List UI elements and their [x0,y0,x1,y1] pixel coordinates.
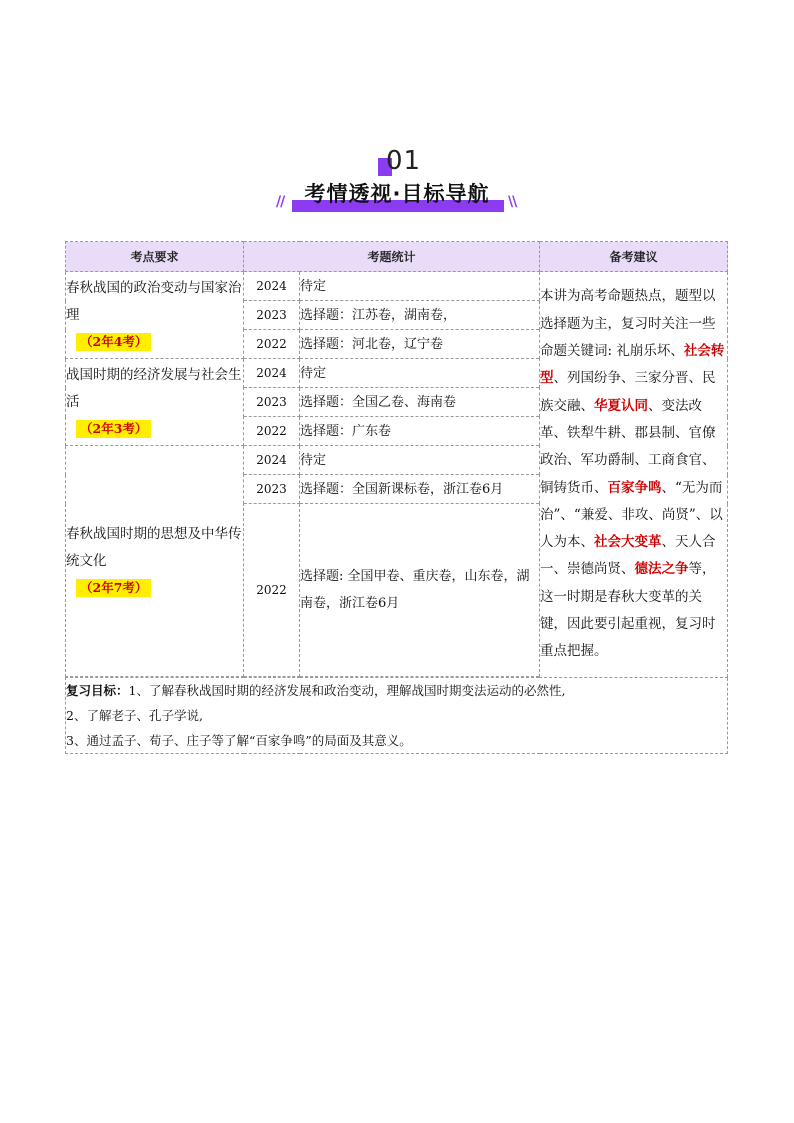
advice-text: 本讲为高考命题热点，题型以选择题为主，复习时关注一些命题关键词: 礼崩乐坏、 [540,288,716,360]
advice-cell [540,272,728,678]
exam-count-tag: （2年4考） [76,333,151,351]
exam-overview-table [65,241,728,754]
section-number-badge [378,148,428,180]
table-row [66,272,728,301]
year-cell: 2022 [244,330,300,359]
exam-cell: 选择题：全国乙卷、海南卷 [300,388,540,417]
advice-keyword: 德法之争 [634,561,689,578]
year-cell: 2023 [244,301,300,330]
header-statistics: 考题统计 [244,242,540,272]
goals-row [66,678,728,754]
table-header-row [66,242,728,272]
section-number: 01 [386,146,422,176]
review-goals-cell [66,678,728,754]
section-header [0,148,794,218]
advice-keyword: 社会大变革 [594,534,662,551]
advice-keyword: 百家争鸣 [607,479,662,496]
exam-cell: 选择题：全国新课标卷，浙江卷6月 [300,475,540,504]
exam-count-tag: （2年3考） [76,420,151,438]
topic-title: 春秋战国时期的思想及中华传统文化 [66,525,242,569]
goal-line-2: 2、了解老子、孔子学说, [66,708,203,723]
advice-keyword: 社会转型 [540,343,725,387]
topic-title: 春秋战国的政治变动与国家治理 [66,279,242,323]
advice-text: 、天人合一、崇德尚贤、 [540,534,716,578]
year-cell: 2022 [244,417,300,446]
right-slash-decoration: \\ [508,194,517,210]
advice-keyword: 华夏认同 [594,397,649,414]
exam-cell: 选择题: 全国甲卷、重庆卷，山东卷，湖南卷，浙江卷6月 [300,504,540,677]
topic-cell [66,359,244,446]
exam-cell: 待定 [300,446,540,475]
exam-count-tag: （2年7考） [76,579,151,597]
section-title: 考情透视·目标导航 [304,182,490,206]
year-cell: 2024 [244,446,300,475]
exam-cell: 选择题：广东卷 [300,417,540,446]
exam-cell: 选择题：江苏卷，湖南卷， [300,301,540,330]
year-cell: 2022 [244,504,300,677]
topic-title: 战国时期的经济发展与社会生活 [66,366,242,410]
goals-label: 复习目标： [66,683,129,698]
goal-line-1 [66,678,727,703]
exam-cell: 待定 [300,272,540,301]
advice-text: 、列国纷争、三家分晋、民族交融、 [540,370,716,414]
exam-cell: 待定 [300,359,540,388]
header-advice: 备考建议 [540,242,728,272]
exam-cell: 选择题：河北卷，辽宁卷 [300,330,540,359]
advice-text: 等，这一时期是春秋大变革的关键，因此要引起重视，复习时重点把握。 [540,561,716,660]
goal-line-3: 3、通过孟子、荀子、庄子等了解“百家争鸣”的局面及其意义。 [66,733,412,748]
goal-text: 1、了解春秋战国时期的经济发展和政治变动，理解战国时期变法运动的必然性, [128,683,566,698]
left-slash-decoration: // [276,194,285,210]
year-cell: 2024 [244,272,300,301]
topic-cell [66,446,244,677]
advice-text: 、变法改革、铁犁牛耕、郡县制、官僚政治、军功爵制、工商食官、铜铸货币、 [540,397,716,496]
year-cell: 2024 [244,359,300,388]
year-cell: 2023 [244,475,300,504]
advice-text: 、“无为而治”、“兼爱、非攻、尚贤”、以人为本、 [540,479,723,551]
year-cell: 2023 [244,388,300,417]
header-requirements: 考点要求 [66,242,244,272]
topic-cell [66,272,244,359]
